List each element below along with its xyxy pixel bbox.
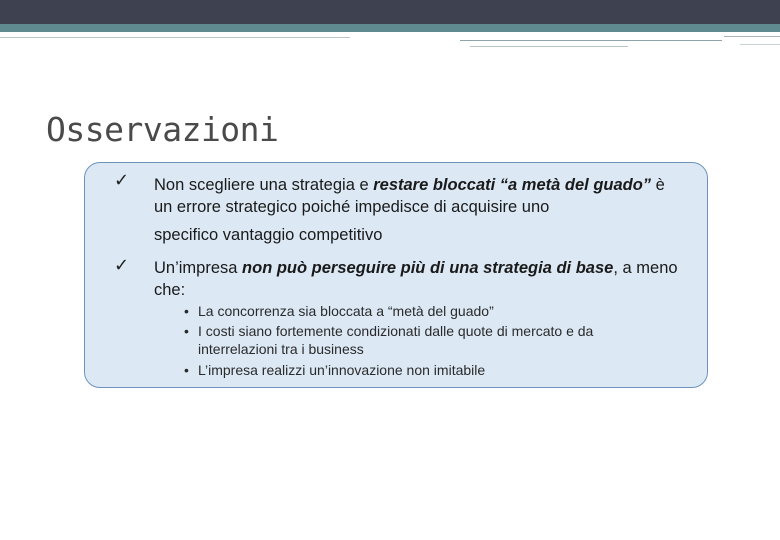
checkmark-icon: ✓ bbox=[114, 255, 130, 276]
header-accent-bar bbox=[0, 24, 780, 32]
sub-bullet-item bbox=[184, 322, 593, 340]
decorative-line bbox=[470, 46, 628, 47]
sub-bullet-text: L’impresa realizzi un’innovazione non imitabile bbox=[198, 362, 486, 378]
sub-bullet-item bbox=[184, 302, 494, 320]
sub-bullet-continuation: interrelazioni tra i business bbox=[198, 341, 364, 357]
emphasis-text: restare bloccati “a metà del guado” bbox=[373, 176, 652, 194]
sub-bullet-text: La concorrenza sia bloccata a “metà del guado” bbox=[198, 303, 494, 319]
slide-title: Osservazioni bbox=[46, 110, 279, 149]
header-bar bbox=[0, 0, 780, 24]
sub-bullet-item bbox=[184, 361, 485, 379]
emphasis-text: non può perseguire più di una strategia di base bbox=[242, 259, 614, 277]
text-run: Un’impresa bbox=[154, 259, 243, 277]
bullet-paragraph-continuation: specifico vantaggio competitivo bbox=[154, 226, 383, 244]
text-run: è un errore strategico poiché impedisce di acquisire uno bbox=[154, 176, 665, 216]
text-run: , a meno che: bbox=[154, 259, 678, 299]
decorative-line bbox=[460, 40, 722, 41]
bullet-icon: • bbox=[184, 323, 189, 339]
decorative-line bbox=[724, 36, 780, 37]
bullet-icon: • bbox=[184, 362, 189, 378]
decorative-line bbox=[740, 44, 780, 45]
decorative-line bbox=[0, 37, 350, 38]
checkmark-icon: ✓ bbox=[114, 170, 130, 191]
bullet-icon: • bbox=[184, 303, 189, 319]
bullet-paragraph bbox=[154, 174, 674, 218]
text-run: Non scegliere una strategia e bbox=[154, 176, 374, 194]
bullet-paragraph bbox=[154, 257, 694, 301]
sub-bullet-text: I costi siano fortemente condizionati dalle quote di mercato e da bbox=[198, 323, 594, 339]
